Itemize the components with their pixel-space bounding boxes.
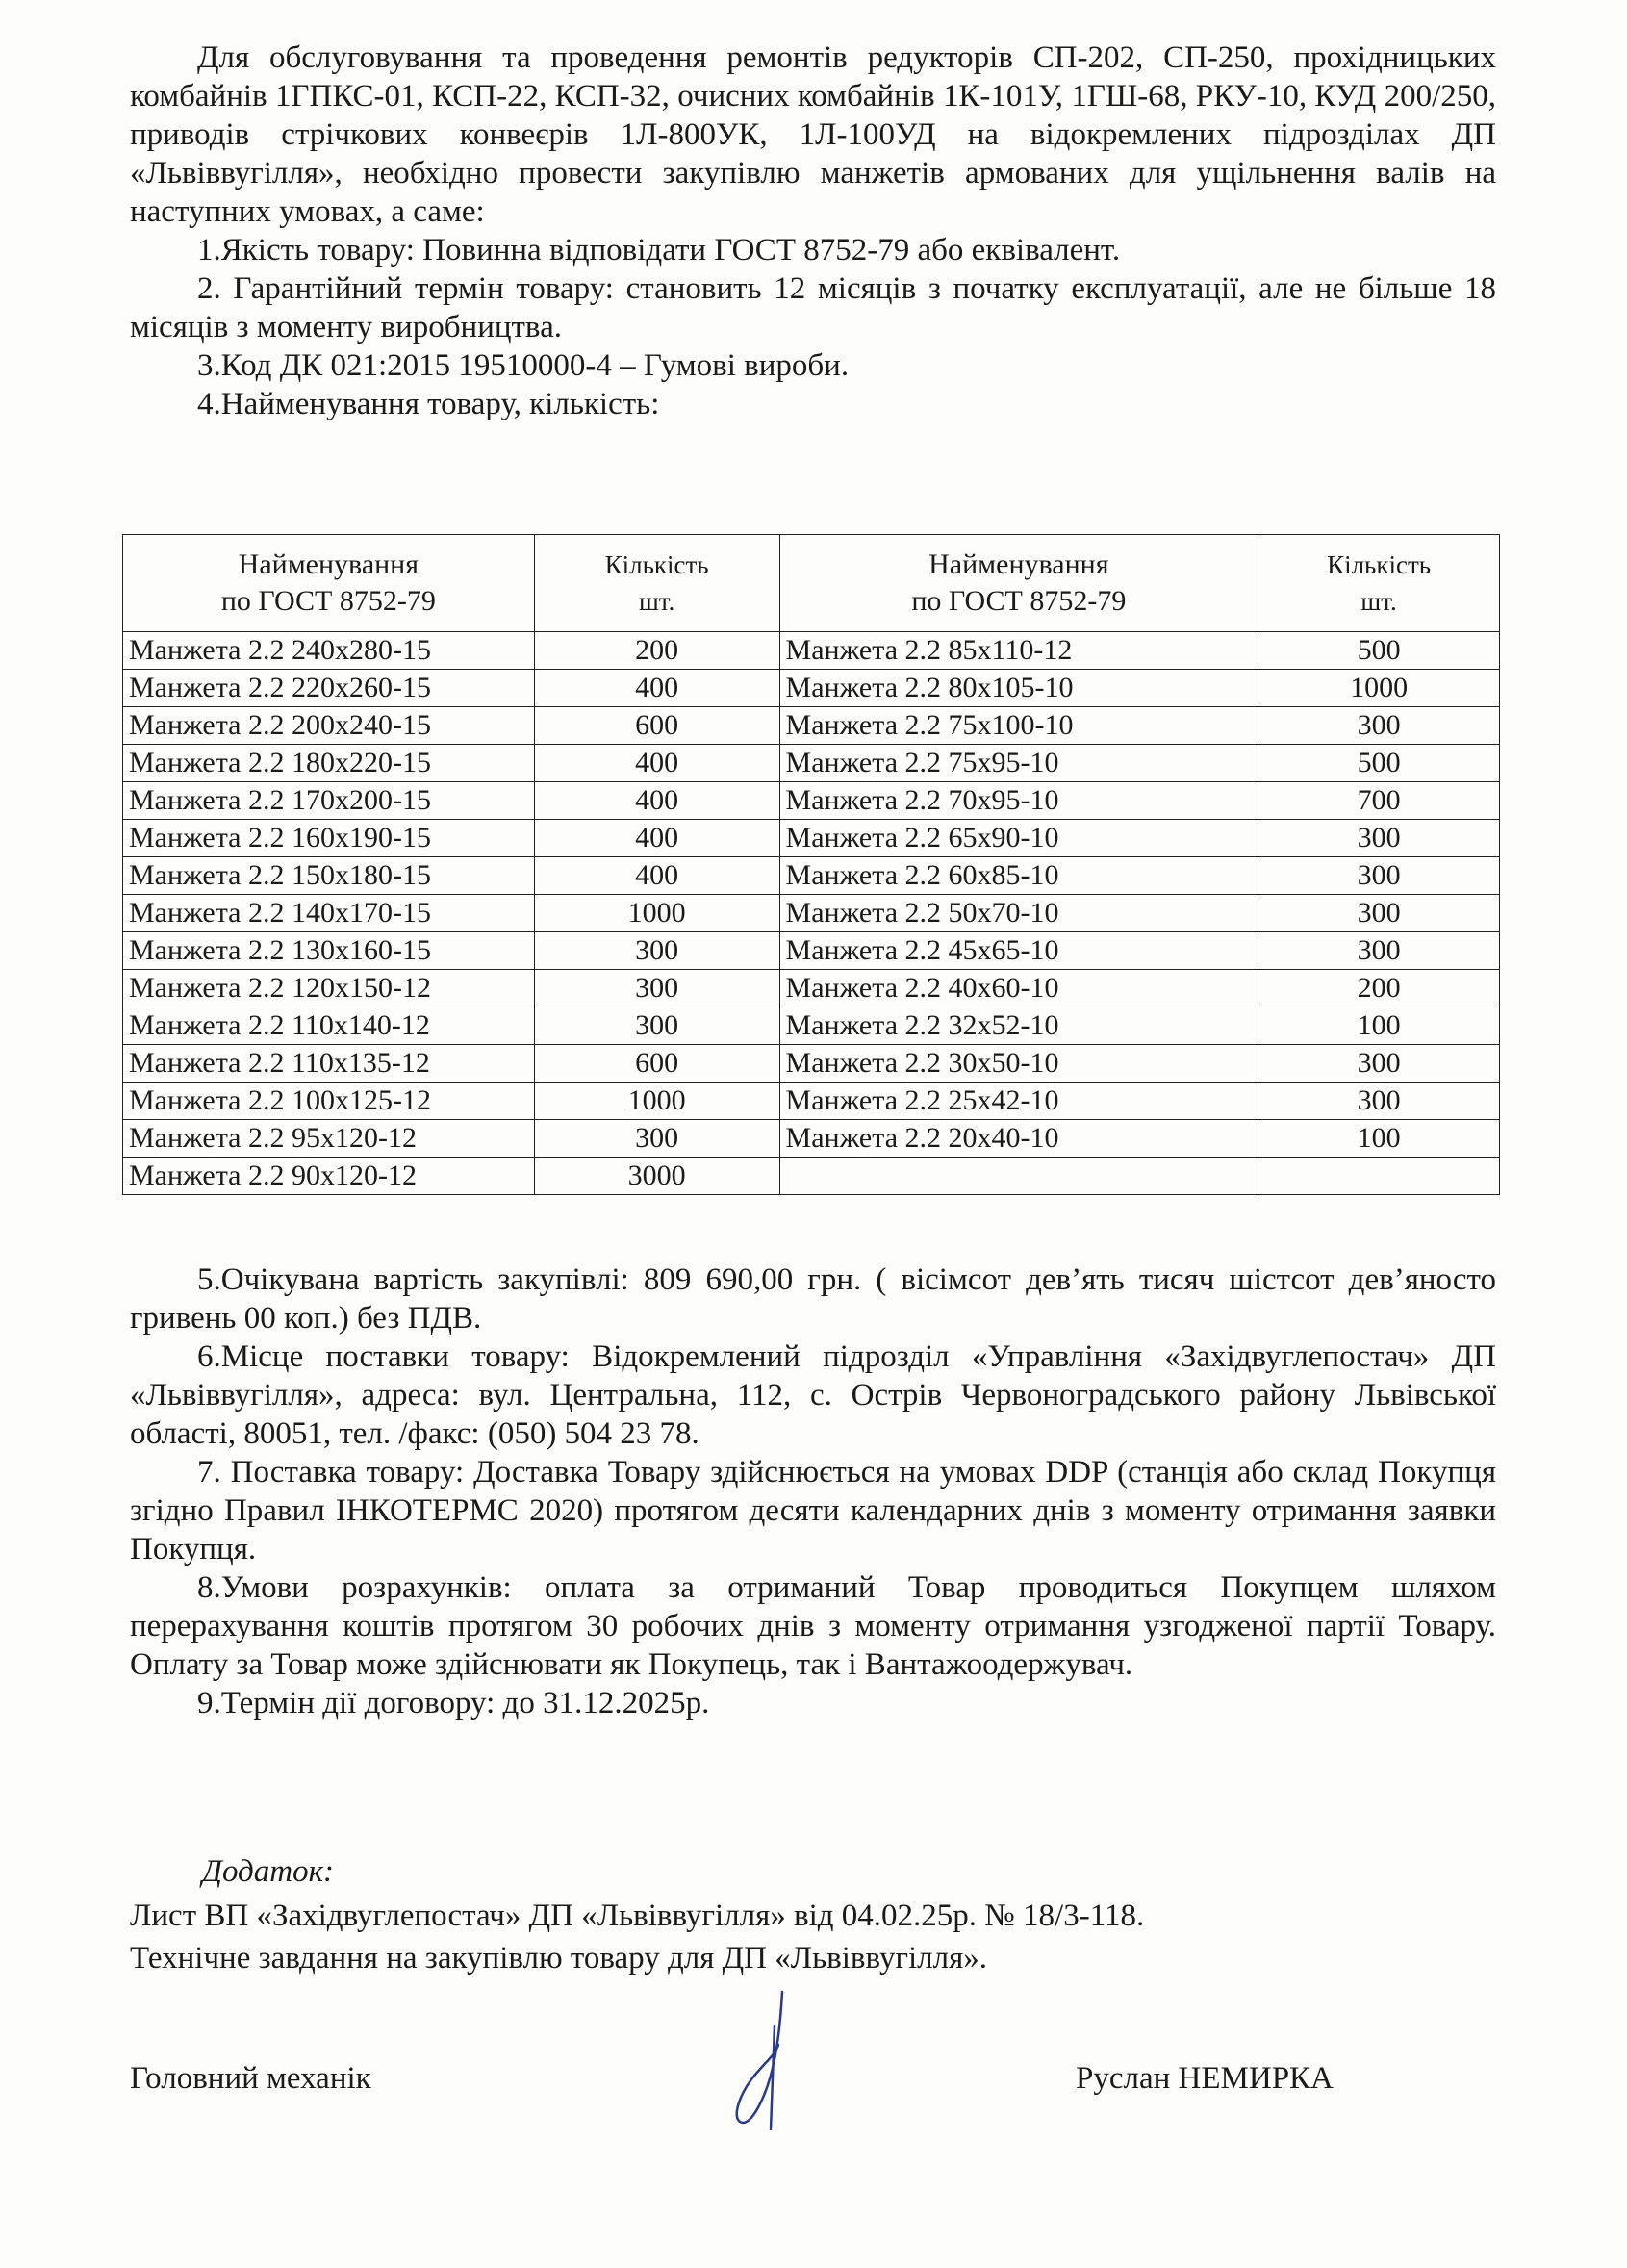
right-item-qty: 100 xyxy=(1258,1120,1500,1158)
right-item-name: Манжета 2.2 50х70-10 xyxy=(779,895,1258,932)
right-item-name: Манжета 2.2 30х50-10 xyxy=(779,1045,1258,1083)
table-row xyxy=(123,970,1500,1007)
addendum xyxy=(130,1852,1496,1979)
table-row xyxy=(123,1045,1500,1083)
right-item-name: Манжета 2.2 32х52-10 xyxy=(779,1007,1258,1045)
table-row xyxy=(123,1083,1500,1120)
table-row xyxy=(123,745,1500,782)
right-item-qty: 300 xyxy=(1258,895,1500,932)
table-row xyxy=(123,670,1500,707)
right-item-qty: 700 xyxy=(1258,782,1500,820)
right-item-name: Манжета 2.2 70х95-10 xyxy=(779,782,1258,820)
item-delivery-terms: 7. Поставка товару: Доставка Товару здійснюється на умовах DDP (станція або склад Покупця згідно Правил ІНКОТЕРМС 2020) протягом десяти календарних днів з моменту отримання заявки Покупця. xyxy=(130,1455,1496,1567)
item-quality: 1.Якість товару: Повинна відповідати ГОСТ 8752-79 або еквівалент. xyxy=(197,233,1121,268)
document-body xyxy=(130,38,1496,423)
left-item-qty: 600 xyxy=(534,707,779,745)
intro-paragraph: Для обслуговування та проведення ремонтів редукторів СП-202, СП-250, прохідницьких комбайнів 1ГПКС-01, КСП-22, КСП-32, очисних комбайнів 1К-101У, 1ГШ-68, РКУ-10, КУД 200/250, приводів стрічкових конвеєрів 1Л-800УК, 1Л-100УД на відокремлених підрозділах ДП «Львіввугілля», необхідно провести закупівлю манжетів армованих для ущільнення валів на наступних умовах, а саме: xyxy=(130,40,1496,229)
right-item-name xyxy=(779,1158,1258,1195)
right-item-name: Манжета 2.2 45х65-10 xyxy=(779,932,1258,970)
right-item-qty: 1000 xyxy=(1258,670,1500,707)
header-name-right: Найменування по ГОСТ 8752-79 xyxy=(779,535,1258,632)
table-row xyxy=(123,1120,1500,1158)
goods-table xyxy=(122,534,1500,1195)
left-item-qty: 300 xyxy=(534,1007,779,1045)
signature-icon xyxy=(707,1987,813,2131)
right-item-name: Манжета 2.2 75х95-10 xyxy=(779,745,1258,782)
left-item-qty: 1000 xyxy=(534,895,779,932)
item-dk-code: 3.Код ДК 021:2015 19510000-4 – Гумові вироби. xyxy=(197,348,850,383)
right-item-qty: 200 xyxy=(1258,970,1500,1007)
left-item-name: Манжета 2.2 160х190-15 xyxy=(123,820,535,857)
left-item-qty: 400 xyxy=(534,857,779,895)
item-warranty: 2. Гарантійний термін товару: становить 12 місяців з початку експлуатації, але не більше 18 місяців з моменту виробництва. xyxy=(130,271,1496,344)
left-item-qty: 1000 xyxy=(534,1083,779,1120)
left-item-qty: 300 xyxy=(534,970,779,1007)
table-row xyxy=(123,1158,1500,1195)
left-item-name: Манжета 2.2 120х150-12 xyxy=(123,970,535,1007)
right-item-qty: 100 xyxy=(1258,1007,1500,1045)
right-item-name: Манжета 2.2 20х40-10 xyxy=(779,1120,1258,1158)
left-item-qty: 400 xyxy=(534,670,779,707)
addendum-line-1: Лист ВП «Західвуглепостач» ДП «Львіввугілля» від 04.02.25р. № 18/3-118. xyxy=(130,1898,1145,1933)
table-row xyxy=(123,707,1500,745)
header-qty-left: Кількість шт. xyxy=(534,535,779,632)
left-item-name: Манжета 2.2 240х280-15 xyxy=(123,632,535,670)
table-row xyxy=(123,782,1500,820)
right-item-name: Манжета 2.2 85х110-12 xyxy=(779,632,1258,670)
item-delivery-place: 6.Місце поставки товару: Відокремлений підрозділ «Управління «Західвуглепостач» ДП «Львіввугілля», адреса: вул. Центральна, 112, с. Острів Червоноградського району Львівської області, 80051, тел. /факс: (050) 504 23 78. xyxy=(130,1339,1496,1451)
table-row xyxy=(123,932,1500,970)
left-item-qty: 200 xyxy=(534,632,779,670)
header-name-left: Найменування по ГОСТ 8752-79 xyxy=(123,535,535,632)
left-item-qty: 400 xyxy=(534,782,779,820)
table-row xyxy=(123,895,1500,932)
right-item-qty: 500 xyxy=(1258,745,1500,782)
left-item-qty: 3000 xyxy=(534,1158,779,1195)
left-item-qty: 400 xyxy=(534,745,779,782)
table-row xyxy=(123,857,1500,895)
item-contract-term: 9.Термін дії договору: до 31.12.2025р. xyxy=(197,1686,710,1720)
right-item-name: Манжета 2.2 75х100-10 xyxy=(779,707,1258,745)
table-row xyxy=(123,1007,1500,1045)
right-item-qty: 500 xyxy=(1258,632,1500,670)
left-item-name: Манжета 2.2 110х140-12 xyxy=(123,1007,535,1045)
left-item-name: Манжета 2.2 130х160-15 xyxy=(123,932,535,970)
item-goods-list: 4.Найменування товару, кількість: xyxy=(197,387,660,421)
item-payment-terms: 8.Умови розрахунків: оплата за отриманий Товар проводиться Покупцем шляхом перерахування коштів протягом 30 робочих днів з моменту отримання узгодженої партії Товару. Оплату за Товар може здійснювати як Покупець, так і Вантажоодержувач. xyxy=(130,1570,1496,1682)
table-row xyxy=(123,820,1500,857)
addendum-label: Додаток: xyxy=(202,1854,335,1889)
goods-table-header xyxy=(123,535,1500,632)
right-item-qty: 300 xyxy=(1258,1083,1500,1120)
left-item-qty: 600 xyxy=(534,1045,779,1083)
right-item-qty: 300 xyxy=(1258,932,1500,970)
left-item-name: Манжета 2.2 220х260-15 xyxy=(123,670,535,707)
signatory-name: Руслан НЕМИРКА xyxy=(1076,2061,1334,2096)
right-item-name: Манжета 2.2 65х90-10 xyxy=(779,820,1258,857)
right-item-qty xyxy=(1258,1158,1500,1195)
left-item-name: Манжета 2.2 110х135-12 xyxy=(123,1045,535,1083)
right-item-name: Манжета 2.2 25х42-10 xyxy=(779,1083,1258,1120)
addendum-line-2: Технічне завдання на закупівлю товару для ДП «Львіввугілля». xyxy=(130,1941,988,1975)
conditions-section xyxy=(130,1261,1496,1722)
left-item-name: Манжета 2.2 140х170-15 xyxy=(123,895,535,932)
left-item-name: Манжета 2.2 200х240-15 xyxy=(123,707,535,745)
signatory-position: Головний механік xyxy=(130,2061,371,2096)
right-item-name: Манжета 2.2 80х105-10 xyxy=(779,670,1258,707)
left-item-qty: 300 xyxy=(534,1120,779,1158)
left-item-name: Манжета 2.2 90х120-12 xyxy=(123,1158,535,1195)
left-item-qty: 300 xyxy=(534,932,779,970)
left-item-name: Манжета 2.2 180х220-15 xyxy=(123,745,535,782)
header-qty-right: Кількість шт. xyxy=(1258,535,1500,632)
left-item-name: Манжета 2.2 150х180-15 xyxy=(123,857,535,895)
left-item-name: Манжета 2.2 100х125-12 xyxy=(123,1083,535,1120)
left-item-name: Манжета 2.2 170х200-15 xyxy=(123,782,535,820)
right-item-name: Манжета 2.2 60х85-10 xyxy=(779,857,1258,895)
left-item-qty: 400 xyxy=(534,820,779,857)
right-item-qty: 300 xyxy=(1258,707,1500,745)
right-item-name: Манжета 2.2 40х60-10 xyxy=(779,970,1258,1007)
table-row xyxy=(123,632,1500,670)
right-item-qty: 300 xyxy=(1258,820,1500,857)
item-price: 5.Очікувана вартість закупівлі: 809 690,00 грн. ( вісімсот дев’ять тисяч шістсот дев’яносто гривень 00 коп.) без ПДВ. xyxy=(130,1262,1496,1336)
right-item-qty: 300 xyxy=(1258,1045,1500,1083)
right-item-qty: 300 xyxy=(1258,857,1500,895)
left-item-name: Манжета 2.2 95х120-12 xyxy=(123,1120,535,1158)
